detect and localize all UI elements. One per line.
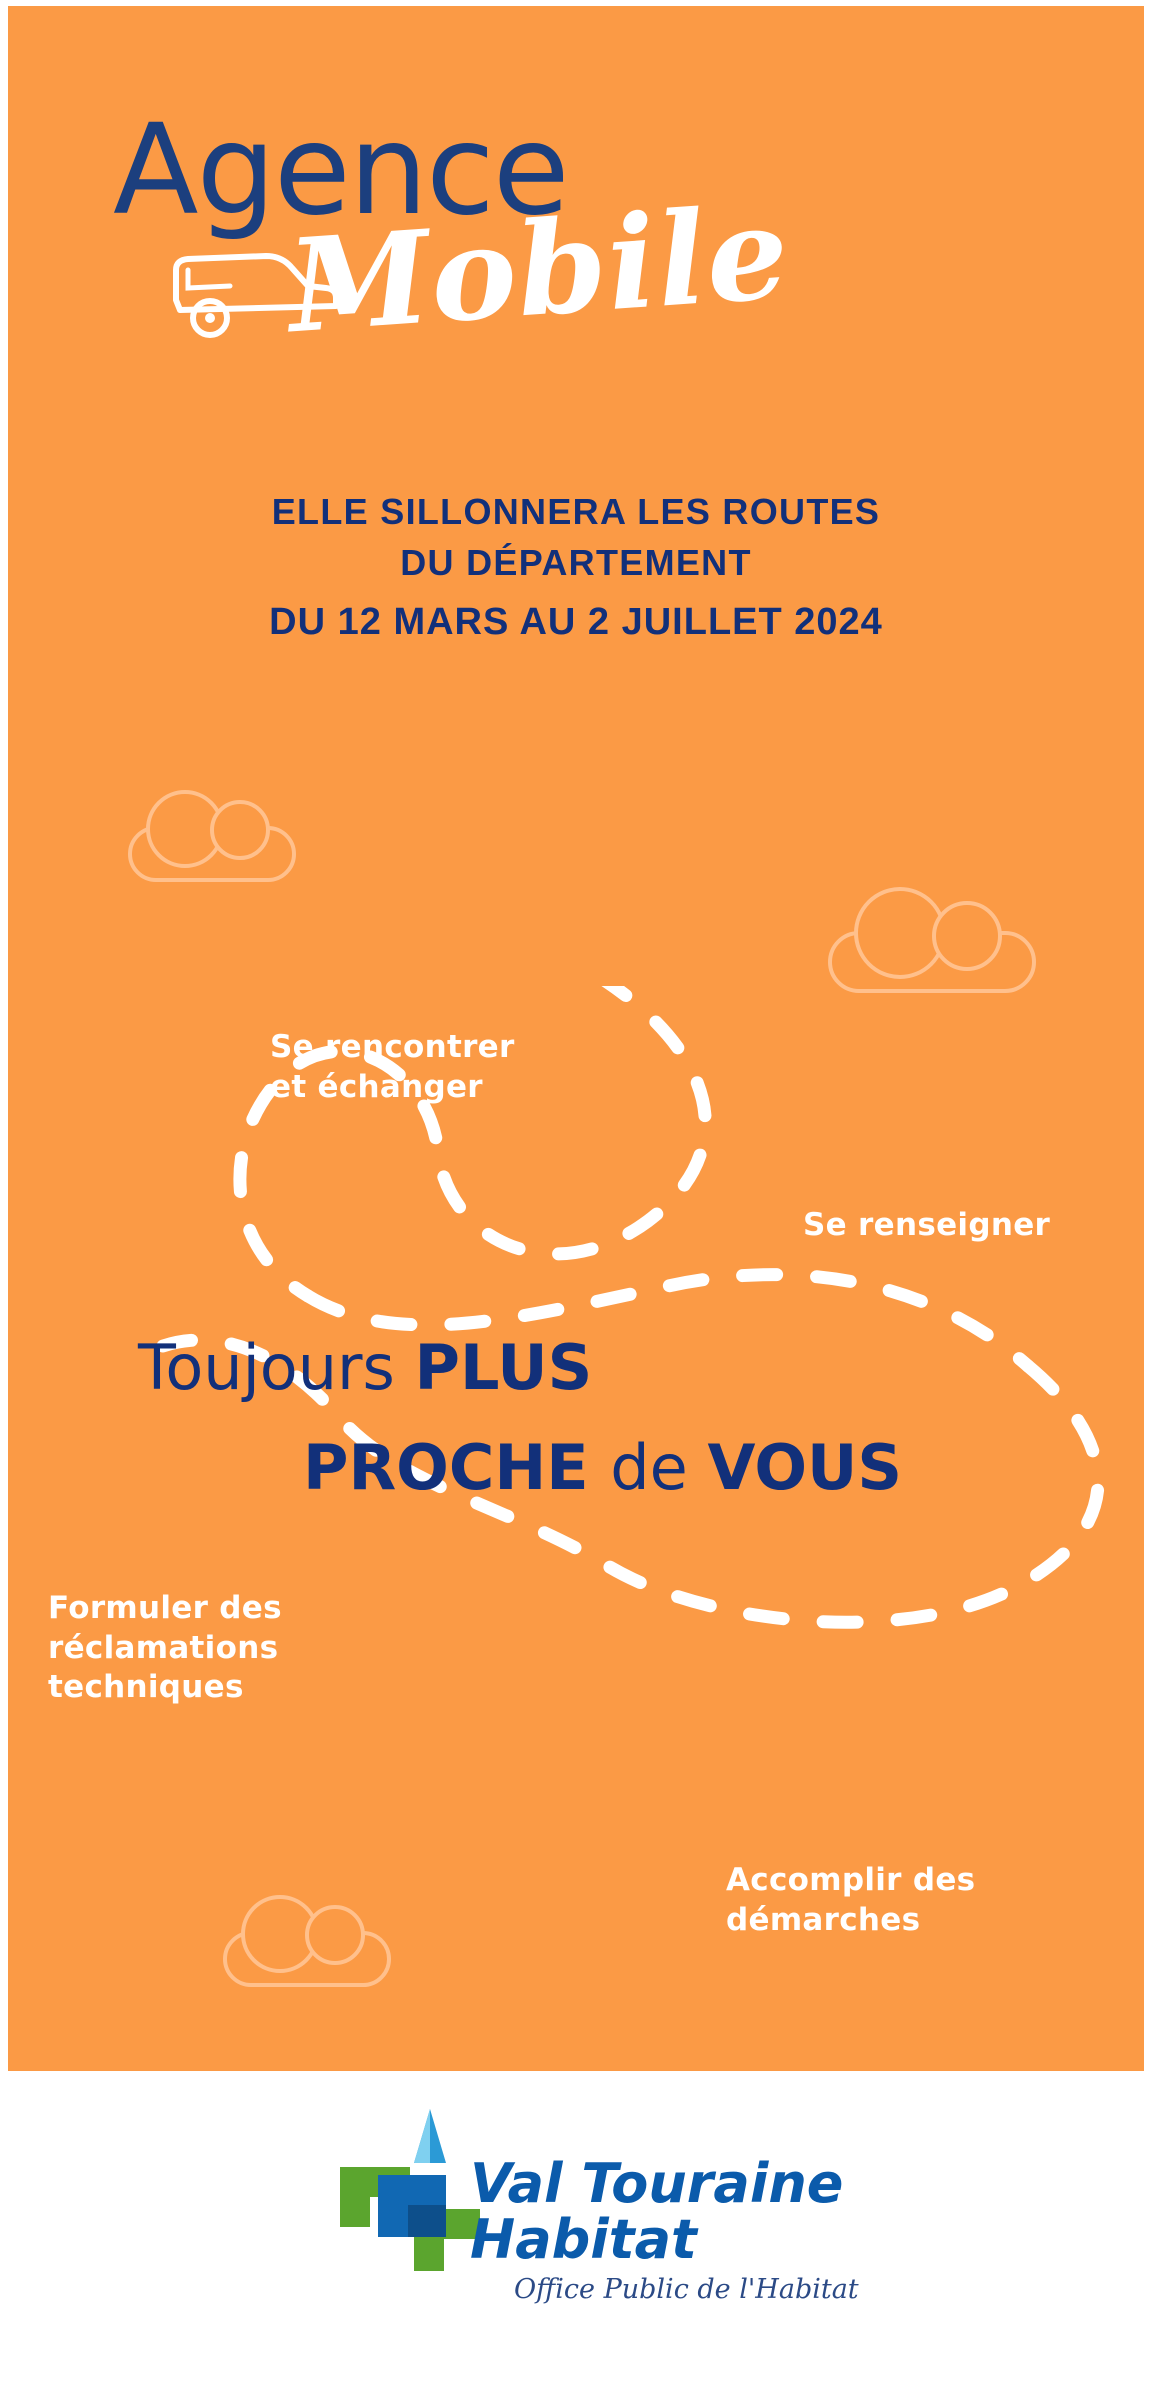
poster-body (8, 6, 1144, 2071)
footer (0, 2071, 1152, 2396)
route-label-rencontrer (270, 1028, 515, 1107)
route-label-line: Accomplir des (726, 1862, 976, 1898)
agence-mobile-logo (8, 66, 1144, 363)
val-touraine-habitat-wordmark (470, 2152, 990, 2306)
headline-line-3: DU 12 MARS AU 2 JUILLET 2024 (269, 601, 883, 644)
slogan-part-plus: PLUS (414, 1331, 593, 1404)
slogan-part-toujours: Toujours (138, 1331, 415, 1404)
route-label-line: Formuler des (48, 1590, 282, 1626)
headline (8, 486, 1144, 651)
slogan-line-1 (138, 1331, 592, 1404)
route-label-demarches (726, 1861, 975, 1940)
slogan-part-vous: VOUS (707, 1431, 903, 1504)
headline-line-1: ELLE SILLONNERA LES ROUTES (271, 491, 881, 532)
route-label-line: techniques (48, 1669, 244, 1706)
logo-tagline: Office Public de l'Habitat (514, 2274, 859, 2306)
route-label-line: réclamations (48, 1629, 279, 1666)
logo-name-line-2: Habitat (470, 2208, 697, 2271)
logo-word-agence: Agence (113, 98, 568, 243)
val-touraine-habitat-logo (0, 2105, 1152, 2355)
slogan-line-2 (303, 1431, 902, 1504)
cloud-icon (828, 931, 1036, 993)
route-label-line: Se renseigner (803, 1207, 1051, 1243)
slogan-part-de: de (610, 1431, 708, 1504)
headline-line-2: DU DÉPARTEMENT (400, 542, 752, 584)
slogan-part-proche: PROCHE (303, 1431, 611, 1504)
logo-word-mobile: Mobile (283, 177, 794, 363)
route-label-line: démarches (726, 1901, 921, 1938)
logo-name-line-1: Val Touraine (470, 2152, 844, 2215)
route-label-reclamations (48, 1589, 282, 1708)
cloud-icon (128, 826, 296, 882)
route-label-line: et échanger (270, 1068, 483, 1105)
route-label-line: Se rencontrer (270, 1029, 515, 1065)
route-label-renseigner (803, 1206, 1050, 1246)
